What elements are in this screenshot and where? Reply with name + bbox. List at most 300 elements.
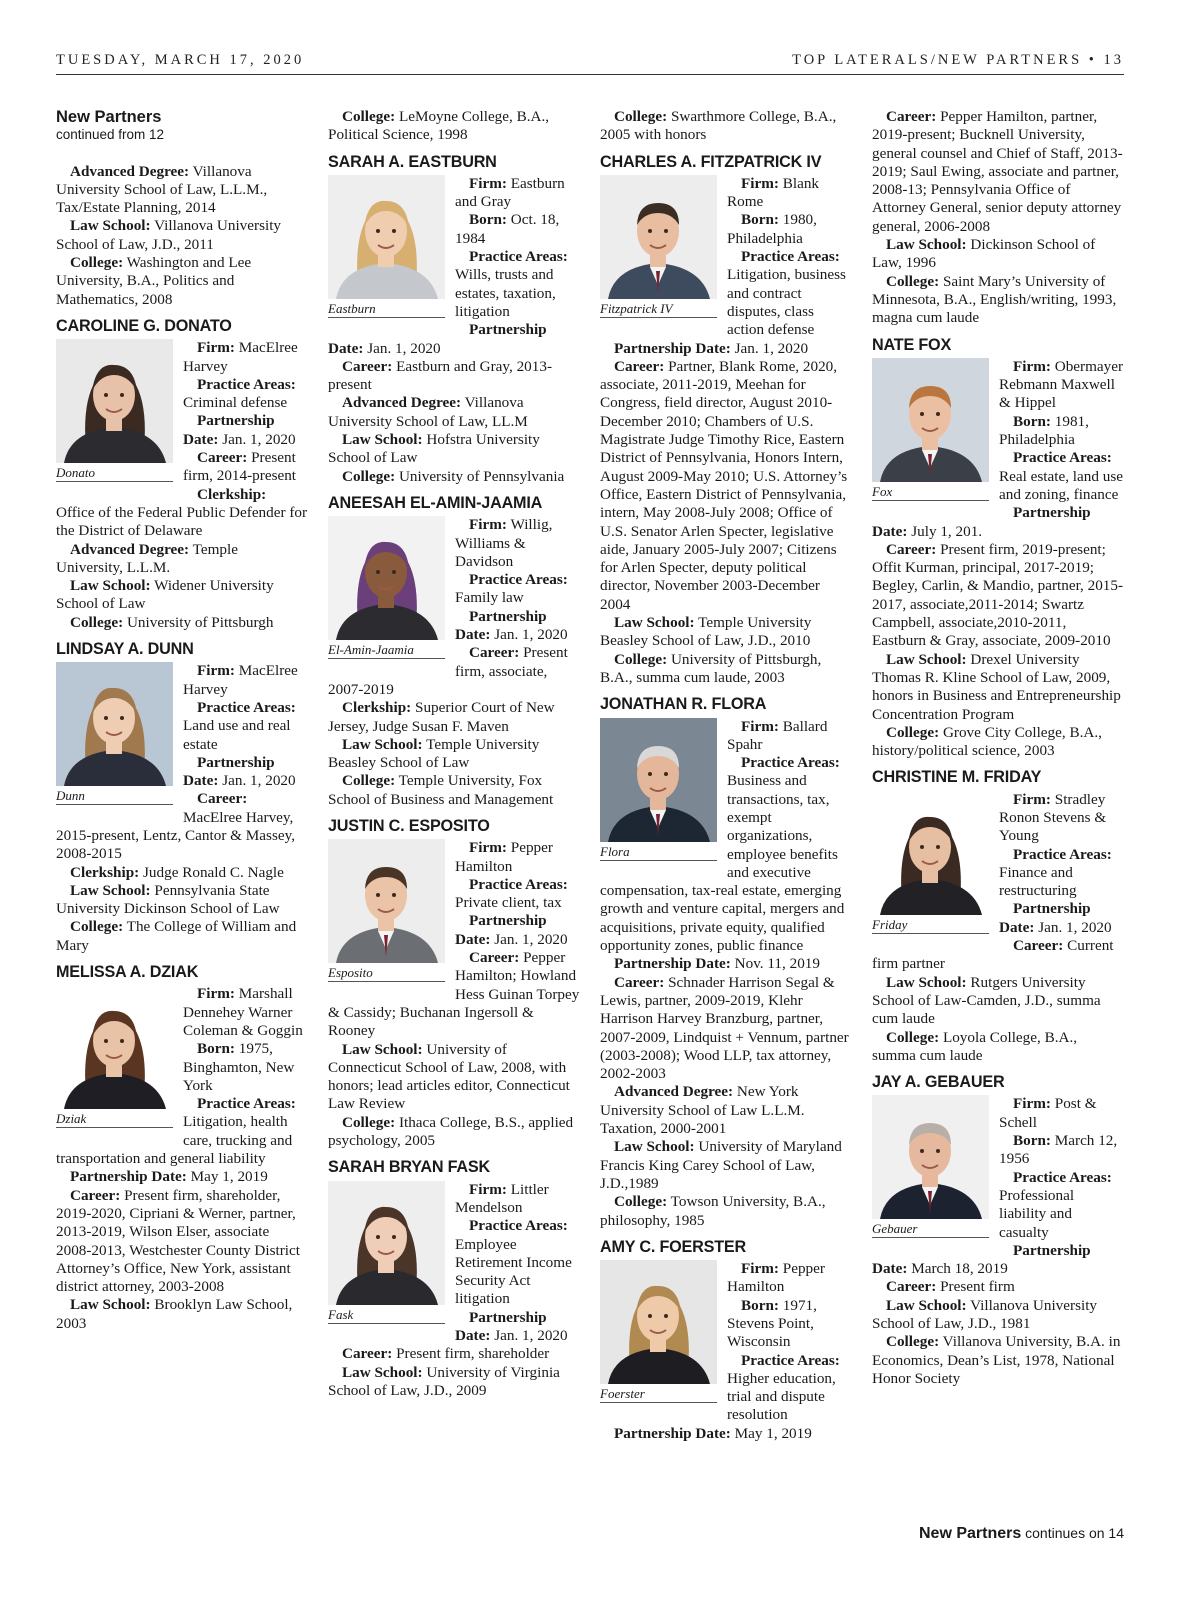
bio-entry-text: Schnader Harrison Segal & Lewis, partner, 2009-2019, Klehr Harrison Harvey Branzburg, partner, 2007-2009, Lindquist + Vennum, partner (2003-2008); Wood LLP, tax attorney, 2002-2003 — [600, 973, 849, 1083]
bio-entry-label: Advanced Degree: — [70, 540, 190, 558]
bio-entry — [56, 882, 308, 919]
bio-entry-text: Villanova University School of Law, J.D., 2011 — [56, 217, 282, 253]
photo-caption: Friday — [872, 915, 989, 934]
bio-entry — [56, 486, 308, 541]
bio-entry — [56, 1168, 308, 1186]
portrait-graphic — [328, 175, 445, 299]
bio-entry-text: Judge Ronald C. Nagle — [139, 863, 284, 881]
bio-entry-label: Career: — [1013, 937, 1064, 955]
bio-entry-label: Firm: — [197, 985, 235, 1003]
bio-entry-text: Villanova University School of Law, LL.M — [328, 394, 528, 430]
portrait-photo — [328, 839, 445, 963]
profile-figure — [56, 985, 173, 1130]
bio-entry — [328, 431, 580, 468]
photo-caption: Esposito — [328, 963, 445, 982]
bio-entry-label: Firm: — [741, 174, 779, 192]
bio-entry-label: College: — [70, 918, 124, 936]
portrait-photo — [56, 985, 173, 1109]
portrait-photo — [600, 175, 717, 299]
bio-entry — [56, 918, 308, 955]
bio-entry-label: Firm: — [469, 174, 507, 192]
portrait-graphic — [328, 1181, 445, 1305]
bio-entry-text: Ballard Spahr — [727, 717, 828, 753]
bio-entry-text: New York University School of Law L.L.M. Taxation, 2000-2001 — [600, 1083, 805, 1138]
bio-entry-text: July 1, 201. — [907, 522, 983, 540]
bio-entry-text: Ithaca College, B.S., applied psychology, 2005 — [328, 1113, 574, 1150]
bio-entry-text: Family law — [455, 589, 524, 607]
bio-entry-text: May 1, 2019 — [186, 1168, 268, 1186]
profile-name: ANEESAH EL-AMIN-JAAMIA — [328, 493, 543, 512]
bio-entry-text: Dickinson School of Law, 1996 — [872, 236, 1096, 272]
bio-entry-text: Temple University Beasley School of Law, J.D., 2010 — [600, 614, 812, 650]
bio-entry-label: Born: — [1013, 412, 1051, 430]
bio-entry-text: Villanova University School of Law, L.L.M., Tax/Estate Planning, 2014 — [56, 162, 268, 217]
bio-entry-label: College: — [614, 650, 668, 668]
bio-entry — [600, 108, 852, 145]
bio-entry-text: MacElree Harvey — [183, 339, 298, 375]
bio-entry-label: Career: — [614, 973, 665, 991]
bio-entry-label: Partnership Date: — [328, 321, 547, 357]
bio-entry-label: Law School: — [70, 217, 151, 235]
bio-entry — [600, 955, 852, 973]
bio-entry-label: Advanced Degree: — [614, 1083, 734, 1101]
bio-entry-text: 1975, Binghamton, New York — [183, 1040, 295, 1094]
profile-name: CHARLES A. FITZPATRICK IV — [600, 152, 822, 171]
profile-figure — [328, 1181, 445, 1326]
bio-entry-text: Pepper Hamilton — [455, 839, 553, 875]
bio-entry-text: May 1, 2019 — [730, 1424, 812, 1442]
bio-entry-label: Partnership Date: — [70, 1168, 187, 1186]
photo-caption: Fask — [328, 1305, 445, 1324]
profile-name: SARAH A. EASTBURN — [328, 152, 497, 171]
portrait-graphic — [872, 1095, 989, 1219]
bio-entry-text: Current firm partner — [872, 937, 1114, 973]
bio-entry-label: Practice Areas: — [1013, 1168, 1112, 1186]
profile-figure — [328, 516, 445, 661]
bio-entry-text: MacElree Harvey, 2015-present, Lentz, Cantor & Massey, 2008-2015 — [56, 808, 296, 863]
bio-entry — [328, 1041, 580, 1114]
bio-entry-label: Career: — [70, 1186, 121, 1204]
bio-entry-label: Partnership Date: — [872, 504, 1091, 540]
bio-entry-text: Blank Rome — [727, 174, 820, 211]
bio-entry-text: Littler Mendelson — [455, 1180, 549, 1216]
profile-name: JAY A. GEBAUER — [872, 1073, 1005, 1092]
bio-entry-text: Professional liability and casualty — [999, 1186, 1075, 1241]
bio-entry-text: Jan. 1, 2020 — [490, 930, 568, 948]
bio-entry-label: Practice Areas: — [741, 248, 840, 266]
masthead-section: TOP LATERALS/NEW PARTNERS • 13 — [792, 52, 1124, 68]
bio-entry — [56, 217, 308, 254]
bio-entry — [600, 1083, 852, 1138]
bio-entry-label: College: — [614, 108, 668, 125]
bio-entry-label: College: — [886, 1333, 940, 1351]
bio-entry-text: Eastburn and Gray — [455, 174, 565, 211]
continued-note-title: New Partners — [918, 1525, 1022, 1542]
bio-entry-text: Present firm, shareholder, 2019-2020, Cipriani & Werner, partner, 2013-2019, Wilson Elser, associate 2008-2013, Westchester County District Attorney’s Office, New York, assistant district attorney, 2003-2008 — [56, 1186, 300, 1296]
bio-entry-label: Born: — [469, 211, 507, 229]
bio-entry-label: Law School: — [70, 1296, 151, 1314]
bio-entry — [328, 468, 580, 486]
bio-entry-label: Law School: — [70, 577, 151, 595]
bio-entry — [872, 937, 1124, 974]
bio-entry-text: University of Pittsburgh — [123, 613, 274, 631]
bio-entry-text: Brooklyn Law School, 2003 — [56, 1296, 293, 1332]
bio-entry — [872, 541, 1124, 651]
masthead-date: TUESDAY, MARCH 17, 2020 — [56, 52, 305, 68]
bio-entry — [600, 614, 852, 651]
bio-entry-text: March 18, 2019 — [907, 1260, 1008, 1278]
bio-entry-text: Office of the Federal Public Defender for the District of Delaware — [56, 503, 308, 540]
photo-caption: Donato — [56, 463, 173, 482]
bio-entry-text: Temple University, Fox School of Business and Management — [328, 772, 554, 808]
bio-entry — [328, 1114, 580, 1151]
bio-entry-label: Partnership Date: — [455, 607, 547, 644]
bio-entry-label: Partnership Date: — [183, 412, 275, 448]
bio-entry — [328, 772, 580, 809]
portrait-photo — [328, 1181, 445, 1305]
bio-entry-label: Firm: — [469, 1180, 507, 1198]
bio-entry — [600, 1425, 852, 1443]
bio-entry-text: Wills, trusts and estates, taxation, litigation — [455, 266, 556, 320]
bio-entry-label: College: — [342, 108, 396, 125]
bio-entry-label: Partnership Date: — [614, 339, 731, 357]
bio-entry-label: Practice Areas: — [741, 1351, 840, 1369]
portrait-graphic — [600, 1260, 717, 1384]
bio-entry — [600, 340, 852, 358]
bio-entry-label: Partnership Date: — [614, 1424, 731, 1442]
bio-entry — [600, 651, 852, 688]
bio-entry-text: University of Pittsburgh, B.A., summa cum laude, 2003 — [600, 650, 822, 686]
bio-entry-text: Temple University Beasley School of Law — [328, 735, 540, 772]
continued-note — [919, 1525, 1124, 1543]
bio-entry-label: Practice Areas: — [197, 698, 296, 716]
bio-entry-text: March 12, 1956 — [999, 1132, 1118, 1168]
bio-entry-text: The College of William and Mary — [56, 918, 297, 954]
bio-entry-label: College: — [886, 272, 940, 290]
profile-name: MELISSA A. DZIAK — [56, 963, 199, 982]
bio-entry — [56, 577, 308, 614]
bio-entry-label: Law School: — [342, 1040, 423, 1058]
masthead — [56, 50, 1124, 75]
bio-entry-label: Practice Areas: — [197, 1095, 296, 1113]
bio-entry-label: Partnership Date: — [455, 1308, 547, 1344]
bio-entry-label: Career: — [197, 790, 248, 808]
bio-entry-label: Partnership Date: — [183, 753, 275, 790]
bio-entry-label: Firm: — [1013, 357, 1051, 375]
bio-entry-label: Practice Areas: — [469, 875, 568, 893]
bio-entry-text: Saint Mary’s University of Minnesota, B.A., English/writing, 1993, magna cum laude — [872, 272, 1117, 327]
bio-entry-label: Law School: — [342, 735, 423, 753]
bio-entry-label: Firm: — [741, 1260, 779, 1278]
bio-entry — [600, 1193, 852, 1230]
bio-entry-label: Law School: — [886, 973, 967, 991]
bio-entry-text: Villanova University School of Law, J.D., 1981 — [872, 1296, 1098, 1332]
bio-entry-text: Temple University, L.L.M. — [56, 540, 238, 576]
portrait-graphic — [328, 516, 445, 640]
bio-entry-label: Law School: — [886, 236, 967, 254]
bio-entry — [56, 614, 308, 632]
bio-entry-label: Firm: — [469, 839, 507, 857]
bio-entry-label: Law School: — [70, 881, 151, 899]
bio-entry — [872, 651, 1124, 724]
bio-entry-text: Eastburn and Gray, 2013-present — [328, 357, 553, 394]
bio-entry-label: Career: — [886, 540, 937, 558]
bio-entry-label: Practice Areas: — [469, 248, 568, 266]
bio-entry-label: Practice Areas: — [469, 571, 568, 589]
bio-entry-text: University of Virginia School of Law, J.D., 2009 — [328, 1363, 560, 1399]
bio-entry-label: College: — [614, 1193, 668, 1211]
bio-entry — [872, 504, 1124, 541]
entry-list — [600, 108, 852, 145]
profile-name: CAROLINE G. DONATO — [56, 316, 232, 335]
profile-name: SARAH BRYAN FASK — [328, 1158, 490, 1177]
bio-entry — [872, 108, 1124, 236]
bio-entry-label: Born: — [741, 211, 779, 229]
bio-entry-label: College: — [342, 1113, 396, 1131]
bio-entry-label: Firm: — [741, 717, 779, 735]
bio-entry-label: Career: — [342, 1345, 393, 1363]
bio-entry-label: Practice Areas: — [1013, 449, 1112, 467]
bio-entry-text: Employee Retirement Income Security Act litigation — [455, 1235, 572, 1308]
bio-entry-label: Firm: — [197, 662, 235, 680]
photo-caption: Eastburn — [328, 299, 445, 318]
bio-entry-text: Present firm, 2014-present — [183, 449, 297, 485]
bio-entry-label: College: — [342, 467, 396, 485]
bio-entry-text: Washington and Lee University, B.A., Politics and Mathematics, 2008 — [56, 254, 252, 308]
profile-figure — [600, 718, 717, 863]
bio-entry — [328, 699, 580, 736]
bio-entry — [328, 736, 580, 773]
profile-figure — [872, 358, 989, 503]
bio-entry-text: Present firm, shareholder — [392, 1345, 550, 1363]
bio-entry-label: Firm: — [197, 339, 235, 357]
bio-entry-text: Hofstra University School of Law — [328, 431, 540, 467]
profile-figure — [872, 791, 989, 936]
photo-caption: Dunn — [56, 786, 173, 805]
bio-entry-text: University of Pennsylvania — [395, 467, 565, 485]
bio-entry-text: Pepper Hamilton, partner, 2019-present; Bucknell University, general counsel and Chief of Staff, 2013-2019; Saul Ewing, associate and partner, 2008-13; Pennsylvania Office of Attorney General, senior deputy attorney general, 2006-2008 — [872, 108, 1123, 235]
portrait-graphic — [56, 985, 173, 1109]
profile-figure — [872, 1095, 989, 1240]
profile-figure — [600, 1260, 717, 1405]
bio-entry — [56, 1296, 308, 1333]
bio-entry-text: Rutgers University School of Law-Camden, J.D., summa cum laude — [872, 973, 1101, 1028]
photo-caption: Flora — [600, 842, 717, 861]
bio-entry-label: Partnership Date: — [614, 955, 731, 973]
bio-entry-label: Practice Areas: — [1013, 845, 1112, 863]
bio-entry-text: Widener University School of Law — [56, 577, 274, 613]
bio-entry-label: Partnership Date: — [872, 1241, 1091, 1278]
bio-entry-text: Swarthmore College, B.A., 2005 with honors — [600, 108, 837, 144]
profile-figure — [56, 339, 173, 484]
bio-entry-text: Jan. 1, 2020 — [218, 430, 296, 448]
bio-entry-label: College: — [70, 613, 124, 631]
bio-entry — [56, 163, 308, 218]
bio-entry-text: Grove City College, B.A., history/political science, 2003 — [872, 723, 1102, 760]
bio-entry-label: College: — [886, 723, 940, 741]
bio-entry-text: Loyola College, B.A., summa cum laude — [872, 1028, 1078, 1064]
bio-entry-text: Marshall Dennehey Warner Coleman & Goggin — [183, 985, 303, 1039]
bio-entry — [872, 236, 1124, 273]
bio-entry-text: Finance and restructuring — [999, 863, 1077, 900]
bio-entry-label: Law School: — [342, 431, 423, 449]
bio-entry — [600, 358, 852, 614]
profile-name: CHRISTINE M. FRIDAY — [872, 768, 1042, 787]
bio-entry-label: Partnership Date: — [455, 912, 547, 948]
bio-entry-label: Practice Areas: — [197, 375, 296, 393]
bio-entry-label: College: — [886, 1028, 940, 1046]
portrait-graphic — [600, 718, 717, 842]
bio-entry-text: Towson University, B.A., philosophy, 1985 — [600, 1193, 826, 1229]
entry-list — [56, 163, 308, 309]
portrait-graphic — [872, 358, 989, 482]
column-2 — [328, 108, 580, 1400]
bio-entry-label: Born: — [741, 1296, 779, 1314]
profile-figure — [56, 662, 173, 807]
bio-entry-label: Career: — [197, 449, 248, 467]
bio-entry — [328, 1364, 580, 1401]
photo-caption: Fox — [872, 482, 989, 501]
photo-caption: Fitzpatrick IV — [600, 299, 717, 318]
bio-entry-label: Career: — [342, 357, 393, 375]
portrait-photo — [872, 791, 989, 915]
bio-entry-label: Law School: — [886, 650, 967, 668]
bio-entry — [56, 864, 308, 882]
bio-entry-text: Jan. 1, 2020 — [730, 339, 809, 357]
bio-entry — [328, 394, 580, 431]
bio-entry-text: LeMoyne College, B.A., Political Science, 1998 — [328, 108, 550, 144]
bio-entry-label: College: — [70, 254, 124, 272]
bio-entry-text: Jan. 1, 2020 — [218, 772, 296, 790]
bio-entry-label: Practice Areas: — [741, 754, 840, 772]
bio-entry-text: Willig, Williams & Davidson — [455, 516, 553, 570]
bio-entry — [328, 321, 580, 358]
portrait-graphic — [56, 662, 173, 786]
bio-entry — [56, 1187, 308, 1297]
portrait-graphic — [872, 791, 989, 915]
bio-entry-text: 1980, Philadelphia — [727, 211, 817, 247]
bio-entry-label: Firm: — [1013, 1095, 1051, 1113]
bio-entry-label: Clerkship: — [70, 863, 140, 881]
bio-entry-text: Nov. 11, 2019 — [730, 955, 820, 973]
photo-caption: Gebauer — [872, 1219, 989, 1238]
portrait-graphic — [328, 839, 445, 963]
bio-entry-label: Law School: — [342, 1363, 423, 1381]
bio-entry-text: Obermayer Rebmann Maxwell & Hippel — [999, 357, 1124, 412]
bio-entry-label: Career: — [469, 644, 520, 662]
bio-entry-label: College: — [342, 772, 396, 790]
portrait-graphic — [600, 175, 717, 299]
bio-entry-label: Advanced Degree: — [342, 394, 462, 412]
bio-entry-text: 1981, Philadelphia — [999, 412, 1089, 449]
bio-entry-label: Firm: — [469, 516, 507, 534]
bio-entry-text: Pepper Hamilton; Howland Hess Guinan Torpey & Cassidy; Buchanan Ingersoll & Rooney — [328, 949, 580, 1040]
bio-entry-text: Pepper Hamilton — [727, 1260, 825, 1296]
bio-entry-label: Career: — [469, 949, 520, 967]
bio-entry-label: Career: — [886, 1278, 937, 1296]
portrait-photo — [872, 1095, 989, 1219]
bio-entry-label: Law School: — [614, 614, 695, 632]
bio-entry-text: Criminal defense — [183, 394, 288, 412]
bio-entry — [872, 1278, 1124, 1296]
bio-entry-text: University of Maryland Francis King Carey School of Law, J.D.,1989 — [600, 1138, 842, 1192]
profile-figure — [600, 175, 717, 320]
bio-entry — [328, 1345, 580, 1363]
bio-entry-text: Real estate, land use and zoning, finance — [999, 467, 1123, 503]
bio-entry — [328, 358, 580, 395]
bio-entry-text: Pennsylvania State University Dickinson School of Law — [56, 881, 280, 918]
bio-entry-label: Born: — [197, 1040, 235, 1058]
portrait-photo — [328, 175, 445, 299]
bio-entry-label: Clerkship: — [197, 485, 267, 503]
bio-entry-text: 1971, Stevens Point, Wisconsin — [727, 1296, 817, 1351]
section-title: New Partners — [56, 108, 162, 126]
continued-note-text: continues on 14 — [1021, 1525, 1124, 1541]
bio-entry-text: Drexel University Thomas R. Kline School of Law, 2009, honors in Business and Entrepreneurship Concentration Program — [872, 650, 1121, 723]
bio-entry-text: Jan. 1, 2020 — [1034, 918, 1112, 936]
bio-entry-text: Present firm, associate, 2007-2019 — [328, 644, 568, 698]
portrait-photo — [56, 339, 173, 463]
portrait-graphic — [56, 339, 173, 463]
bio-entry-label: Partnership Date: — [999, 900, 1091, 936]
bio-entry-text: Stradley Ronon Stevens & Young — [999, 790, 1107, 845]
profile-name: LINDSAY A. DUNN — [56, 640, 194, 659]
bio-entry-label: Law School: — [614, 1138, 695, 1156]
profile-name: JUSTIN C. ESPOSITO — [328, 816, 490, 835]
bio-entry-text: Litigation, business and contract disputes, class action defense — [727, 266, 846, 339]
bio-entry-text: Villanova University, B.A. in Economics, Dean’s List, 1978, National Honor Society — [872, 1333, 1121, 1387]
bio-entry — [600, 974, 852, 1084]
bio-entry-label: Firm: — [1013, 790, 1051, 808]
bio-entry-text: Oct. 18, 1984 — [455, 211, 560, 247]
profile-figure — [328, 175, 445, 320]
portrait-photo — [600, 718, 717, 842]
bio-entry-label: Practice Areas: — [469, 1217, 568, 1235]
bio-entry-text: Jan. 1, 2020 — [490, 626, 568, 644]
bio-entry — [328, 108, 580, 145]
bio-entry-text: Superior Court of New Jersey, Judge Susan F. Maven — [328, 699, 555, 735]
bio-entry — [872, 724, 1124, 761]
bio-entry-text: Post & Schell — [999, 1095, 1097, 1131]
column-3 — [600, 108, 852, 1443]
bio-entry-label: Advanced Degree: — [70, 162, 190, 180]
bio-entry — [600, 1138, 852, 1193]
bio-entry — [872, 974, 1124, 1029]
bio-entry-text: Jan. 1, 2020 — [363, 339, 441, 357]
bio-entry-text: Land use and real estate — [183, 717, 291, 753]
bio-entry-label: Born: — [1013, 1132, 1051, 1150]
bio-entry-text: Litigation, health care, trucking and transportation and general liability — [56, 1113, 293, 1168]
portrait-photo — [56, 662, 173, 786]
bio-entry — [872, 273, 1124, 328]
bio-entry-text: Jan. 1, 2020 — [490, 1327, 568, 1344]
bio-entry-label: Career: — [886, 108, 937, 125]
photo-caption: Foerster — [600, 1384, 717, 1403]
column-1 — [56, 108, 308, 1333]
entry-list — [328, 108, 580, 145]
bio-entry-label: Clerkship: — [342, 699, 412, 717]
bio-entry — [56, 254, 308, 309]
bio-entry — [872, 1029, 1124, 1066]
bio-entry-text: MacElree Harvey — [183, 662, 298, 698]
section-subtitle: continued from 12 — [56, 127, 165, 143]
bio-entry — [872, 1333, 1124, 1388]
portrait-photo — [872, 358, 989, 482]
bio-entry — [872, 1297, 1124, 1334]
bio-entry — [56, 541, 308, 578]
bio-entry-text: Present firm, 2019-present; Offit Kurman, principal, 2017-2019; Begley, Carlin, & Mandio, partner, 2015-2017, associate,2011-2014; Swartz Campbell, associate,2010-2011, Eastburn & Gray, associate, 2009-2010 — [872, 540, 1124, 650]
bio-entry-text: Present firm — [936, 1278, 1015, 1296]
